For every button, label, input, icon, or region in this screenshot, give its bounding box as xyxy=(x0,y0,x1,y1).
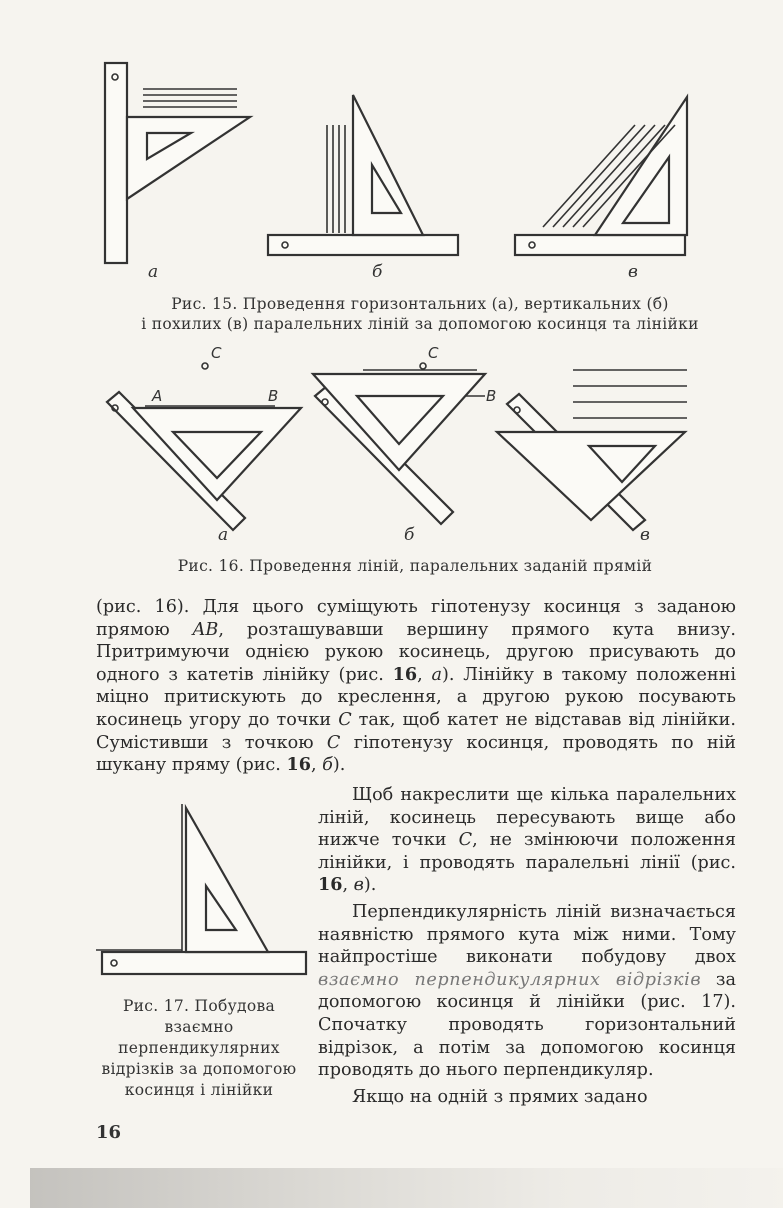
p1-text-2: , розташувавши вершину прямого кута внизу. Притримуючи однією рукою косинець, другою присувають до одного з катетів лінійку (рис. xyxy=(96,619,736,685)
p3-text-1: Перпендикулярність ліній визначається наявністю прямого кута між ними. Тому найпростіше виконати побудову двох xyxy=(318,901,736,968)
p1-ref-1: 16 xyxy=(392,663,418,685)
p2-text-3: , xyxy=(342,875,354,896)
fig16-point-b-a: B xyxy=(268,387,279,405)
fig16-point-c-b: C xyxy=(428,344,439,362)
fig15-label-b: б xyxy=(372,262,383,282)
fig15-label-c: в xyxy=(628,262,638,282)
p1-text-8: ). xyxy=(332,755,346,776)
p1-text-4: ). Лінійку в такому положенні міцно притискують до креслення, а другою рукою посувають косинець угору до точки xyxy=(96,664,736,730)
p1-text-1: (рис. 16). Для цього суміщують гіпотенузу косинця з заданою прямою xyxy=(96,597,736,640)
paragraph-2 xyxy=(318,784,736,1108)
fig16-point-a: A xyxy=(152,387,163,405)
p2-text-4: ). xyxy=(363,875,377,896)
p1-c: C xyxy=(338,709,352,730)
p1-c2: C xyxy=(326,732,341,753)
p1-ref-1-letter: а xyxy=(431,664,443,685)
p2-text-1: Щоб накреслити ще кілька паралельних ліній, косинець пересувають вище або нижче точки xyxy=(318,785,736,851)
fig16-label-b: б xyxy=(404,525,415,545)
fig15-caption-line1: Рис. 15. Проведення горизонтальних (а), вертикальних (б) xyxy=(171,295,669,313)
figure-17 xyxy=(96,790,311,980)
fig16-point-c-a: C xyxy=(211,344,222,362)
p1-text-7: , xyxy=(310,755,323,776)
p1-text-6: гіпотенузу косинця, проводять по ній шукану пряму (рис. xyxy=(96,732,736,776)
fig16-label-a: а xyxy=(218,525,229,545)
figure-15-drawing xyxy=(95,55,695,270)
figure-16-drawing xyxy=(95,350,695,540)
page-number: 16 xyxy=(96,1122,122,1143)
scan-edge-shadow xyxy=(30,1168,783,1208)
p2-ref-letter: в xyxy=(353,875,364,896)
p1-ref-2: 16 xyxy=(286,754,311,776)
fig15-label-a: а xyxy=(148,262,159,282)
p1-ab: AB xyxy=(192,619,219,640)
p3-text-2: за допомогою косинця й лінійки (рис. 17). Спочатку проводять горизонтальний відрізок, а потім за допомогою косинця проводять до нього перпендикуляр. xyxy=(318,969,736,1081)
p2-text-2: , не змінюючи положення лінійки, і проводять паралельні лінії (рис. xyxy=(318,830,736,873)
p3-emphasis: взаємно перпендикулярних відрізків xyxy=(318,969,702,990)
p4-text: Якщо на одній з прямих задано xyxy=(352,1086,648,1107)
paragraph-1 xyxy=(96,596,736,777)
figure-15 xyxy=(95,55,695,270)
fig16-caption: Рис. 16. Проведення ліній, паралельних заданій прямій xyxy=(177,557,653,575)
p2-c: C xyxy=(458,830,473,851)
fig16-point-b-b: B xyxy=(486,387,497,405)
fig17-caption: Рис. 17. Побудова взаємно перпендикулярних відрізків за допомогою косинця і лінійки xyxy=(101,997,297,1099)
fig15-caption-line2: і похилих (в) паралельних ліній за допомогою косинця та лінійки xyxy=(141,315,699,333)
fig15-caption xyxy=(100,294,740,334)
figure-16 xyxy=(95,350,695,540)
p1-text-5: так, щоб катет не відставав від лінійки. Сумістивши з точкою xyxy=(96,709,736,753)
p1-text-3: , xyxy=(417,664,432,685)
fig16-label-c: в xyxy=(640,525,650,545)
figure-17-drawing xyxy=(96,790,311,980)
p1-ref-2-letter: б xyxy=(322,755,333,776)
p2-ref: 16 xyxy=(318,874,343,896)
